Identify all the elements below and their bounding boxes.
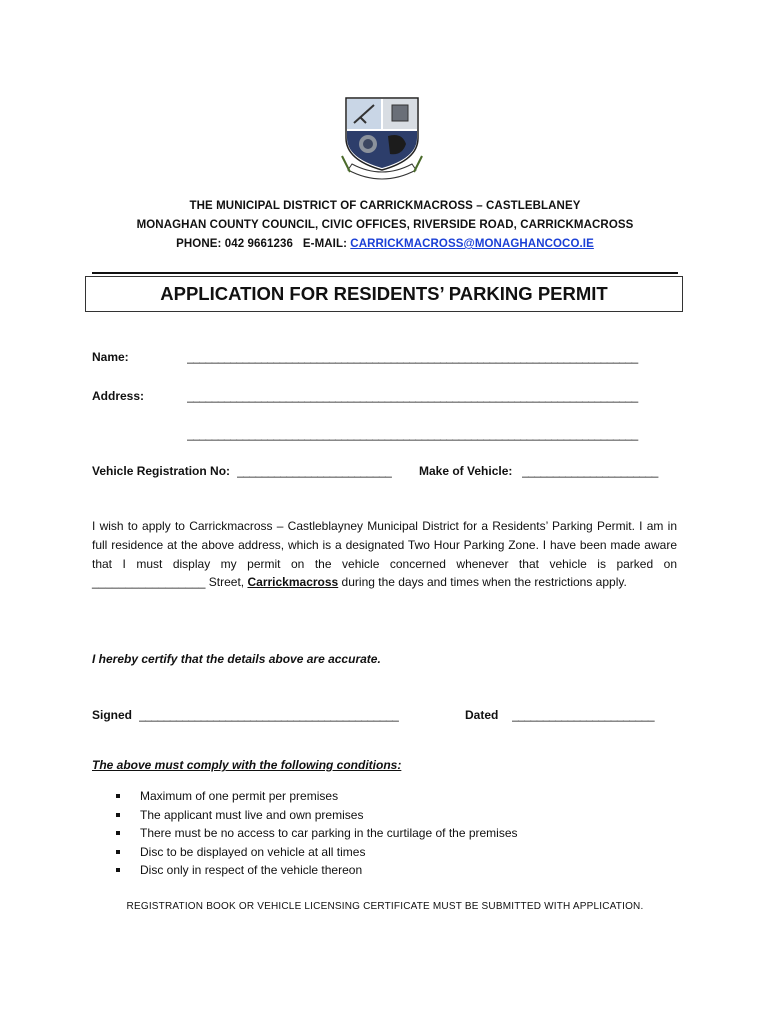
header-district: THE MUNICIPAL DISTRICT OF CARRICKMACROSS – CASTLEBLANEY — [189, 200, 581, 212]
conditions-heading: The above must comply with the following conditions: — [92, 758, 402, 772]
bullet-icon — [116, 831, 120, 835]
certify-statement: I hereby certify that the details above are accurate. — [92, 652, 381, 666]
submission-note: REGISTRATION BOOK OR VEHICLE LICENSING CERTIFICATE MUST BE SUBMITTED WITH APPLICATION. — [126, 901, 644, 912]
address-field-line1[interactable]: _________________________________________________________________________ — [187, 389, 638, 403]
dated-field[interactable]: _______________________ — [512, 708, 654, 722]
name-label: Name: — [92, 350, 129, 364]
name-field[interactable]: _________________________________________________________________________ — [187, 350, 638, 364]
paragraph-part1: I wish to apply to Carrickmacross – Castleblayney Municipal District for a Residents’ Parking Permit. I am in full residence at the above address, which is a designated Two Hour Parking Zone. I have been made aware that I must display my permit on the vehicle concerned whenever that vehicle is parked on _________________ Street, — [92, 519, 677, 590]
header-contact — [0, 238, 770, 250]
condition-item: Disc to be displayed on vehicle at all times — [112, 843, 518, 862]
header-address: MONAGHAN COUNTY COUNCIL, CIVIC OFFICES, RIVERSIDE ROAD, CARRICKMACROSS — [136, 219, 634, 231]
council-crest-logo — [340, 96, 424, 184]
crest-icon — [340, 96, 424, 184]
condition-item: The applicant must live and own premises — [112, 806, 518, 825]
vehicle-reg-label: Vehicle Registration No: — [92, 464, 231, 478]
dated-label: Dated — [465, 708, 499, 722]
bullet-icon — [116, 868, 120, 872]
bullet-icon — [116, 850, 120, 854]
make-field[interactable]: ______________________ — [522, 464, 658, 478]
declaration-paragraph — [92, 517, 677, 592]
bullet-icon — [116, 813, 120, 817]
form-title: APPLICATION FOR RESIDENTS’ PARKING PERMIT — [85, 276, 683, 312]
signed-label: Signed — [92, 708, 133, 722]
address-label: Address: — [92, 389, 145, 403]
paragraph-town: Carrickmacross — [247, 575, 339, 590]
conditions-list — [112, 787, 518, 880]
header-phone: PHONE: 042 9661236 E-MAIL: — [176, 238, 351, 250]
title-rule — [92, 272, 678, 274]
address-field-line2[interactable]: _________________________________________________________________________ — [187, 427, 638, 441]
condition-item: Maximum of one permit per premises — [112, 787, 518, 806]
vehicle-reg-field[interactable]: _________________________ — [237, 464, 392, 478]
make-label: Make of Vehicle: — [419, 464, 513, 478]
condition-item: There must be no access to car parking in the curtilage of the premises — [112, 824, 518, 843]
email-link[interactable]: CARRICKMACROSS@MONAGHANCOCO.IE — [350, 238, 594, 250]
condition-item: Disc only in respect of the vehicle thereon — [112, 861, 518, 880]
paragraph-part2: during the days and times when the restrictions apply. — [338, 575, 627, 590]
signed-field[interactable]: __________________________________________ — [139, 708, 399, 722]
bullet-icon — [116, 794, 120, 798]
